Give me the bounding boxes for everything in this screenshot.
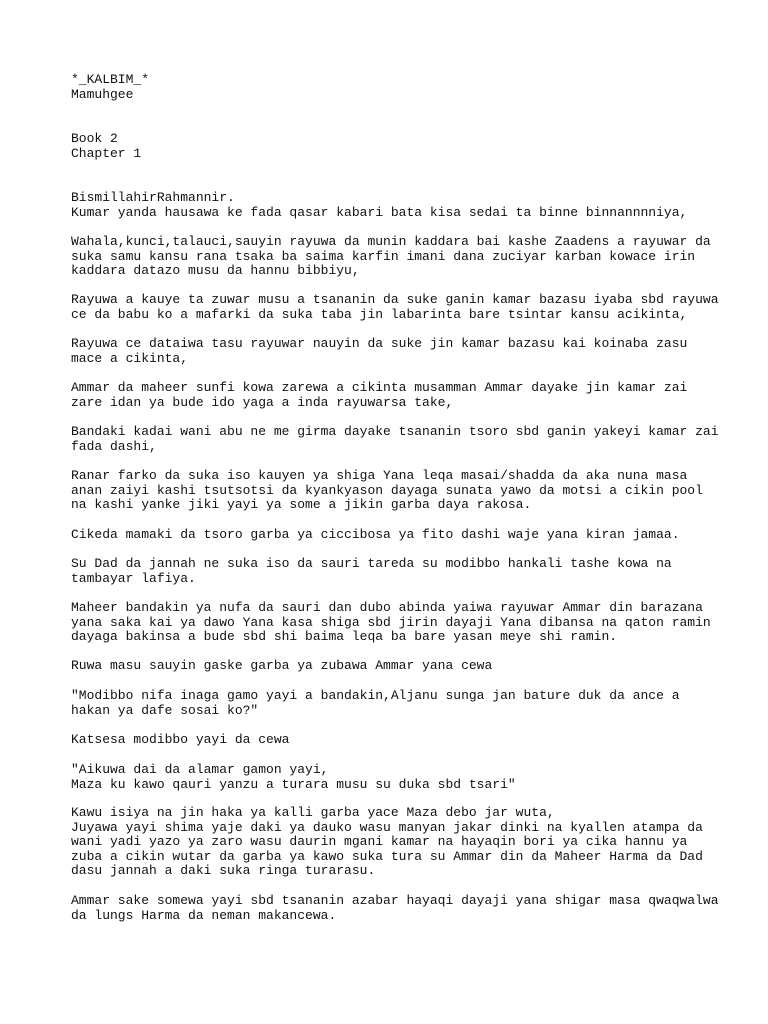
chapter-number: Chapter 1 xyxy=(71,146,142,161)
paragraph: Su Dad da jannah ne suka iso da sauri tareda su modibbo hankali tashe kowa na tambayar lafiya. xyxy=(71,556,672,586)
paragraph: Ruwa masu sauyin gaske garba ya zubawa Ammar yana cewa xyxy=(71,658,493,673)
paragraph: Ranar farko da suka iso kauyen ya shiga Yana leqa masai/shadda da aka nuna masa anan zaiyi kashi tsutsotsi da kyankyason dayaga sunata yawo da motsi a cikin pool na kashi yanke jiki yayi ya some a jikin garba daya rakosa. xyxy=(71,468,703,512)
paragraph: "Modibbo nifa inaga gamo yayi a bandakin,Aljanu sunga jan bature duk da ance a hakan ya dafe sosai ko?" xyxy=(71,688,680,718)
document-title: *_KALBIM_* xyxy=(71,72,150,87)
paragraph: Ammar da maheer sunfi kowa zarewa a cikinta musamman Ammar dayake jin kamar zai zare idan ya bude ido yaga a inda rayuwarsa take, xyxy=(71,380,688,410)
paragraph: Maheer bandakin ya nufa da sauri dan dubo abinda yaiwa rayuwar Ammar din barazana yana saka kai ya dawo Yana kasa shiga sbd jirin dayaji Yana dibansa na qaton ramin dayaga bakinsa a bude sbd shi baima leqa ba bare yasan meye shi ramin. xyxy=(71,600,711,644)
paragraph: "Aikuwa dai da alamar gamon yayi, Maza ku kawo qauri yanzu a turara musu su duka sbd tsari" xyxy=(71,762,516,792)
paragraph: Cikeda mamaki da tsoro garba ya ciccibosa ya fito dashi waje yana kiran jamaa. xyxy=(71,527,680,542)
paragraph: Rayuwa a kauye ta zuwar musu a tsananin da suke ganin kamar bazasu iyaba sbd rayuwa ce da babu ko a mafarki da suka taba jin labarinta bare tsintar kansu acikinta, xyxy=(71,292,719,322)
paragraph: Kawu isiya na jin haka ya kalli garba yace Maza debo jar wuta, Juyawa yayi shima yaje daki ya dauko wasu manyan jakar dinki na kyallen atampa da wani yadi yazo ya zaro wasu daurin mgani kamar na hayaqin bori ya cika hannu ya zuba a cikin wutar da garba ya kawo suka tura su Ammar din da Maheer Harma da Dad dasu jannah a daki suka ringa turarasu. xyxy=(71,805,703,878)
paragraph: Rayuwa ce dataiwa tasu rayuwar nauyin da suke jin kamar bazasu kai koinaba zasu mace a cikinta, xyxy=(71,336,688,366)
paragraph: Wahala,kunci,talauci,sauyin rayuwa da munin kaddara bai kashe Zaadens a rayuwar da suka samu kansu rana tsaka ba saima karfin imani dana zuciyar karban kowace irin kaddara datazo musu da hannu bibbiyu, xyxy=(71,234,711,278)
document-author: Mamuhgee xyxy=(71,87,134,102)
paragraph: Katsesa modibbo yayi da cewa xyxy=(71,732,290,747)
paragraph: Bandaki kadai wani abu ne me girma dayake tsananin tsoro sbd ganin yakeyi kamar zai fada dashi, xyxy=(71,424,719,454)
paragraph: BismillahirRahmannir. Kumar yanda hausawa ke fada qasar kabari bata kisa sedai ta binne binnannnniya, xyxy=(71,190,688,220)
book-number: Book 2 xyxy=(71,131,118,146)
paragraph: Ammar sake somewa yayi sbd tsananin azabar hayaqi dayaji yana shigar masa qwaqwalwa da lungs Harma da neman makancewa. xyxy=(71,893,719,923)
